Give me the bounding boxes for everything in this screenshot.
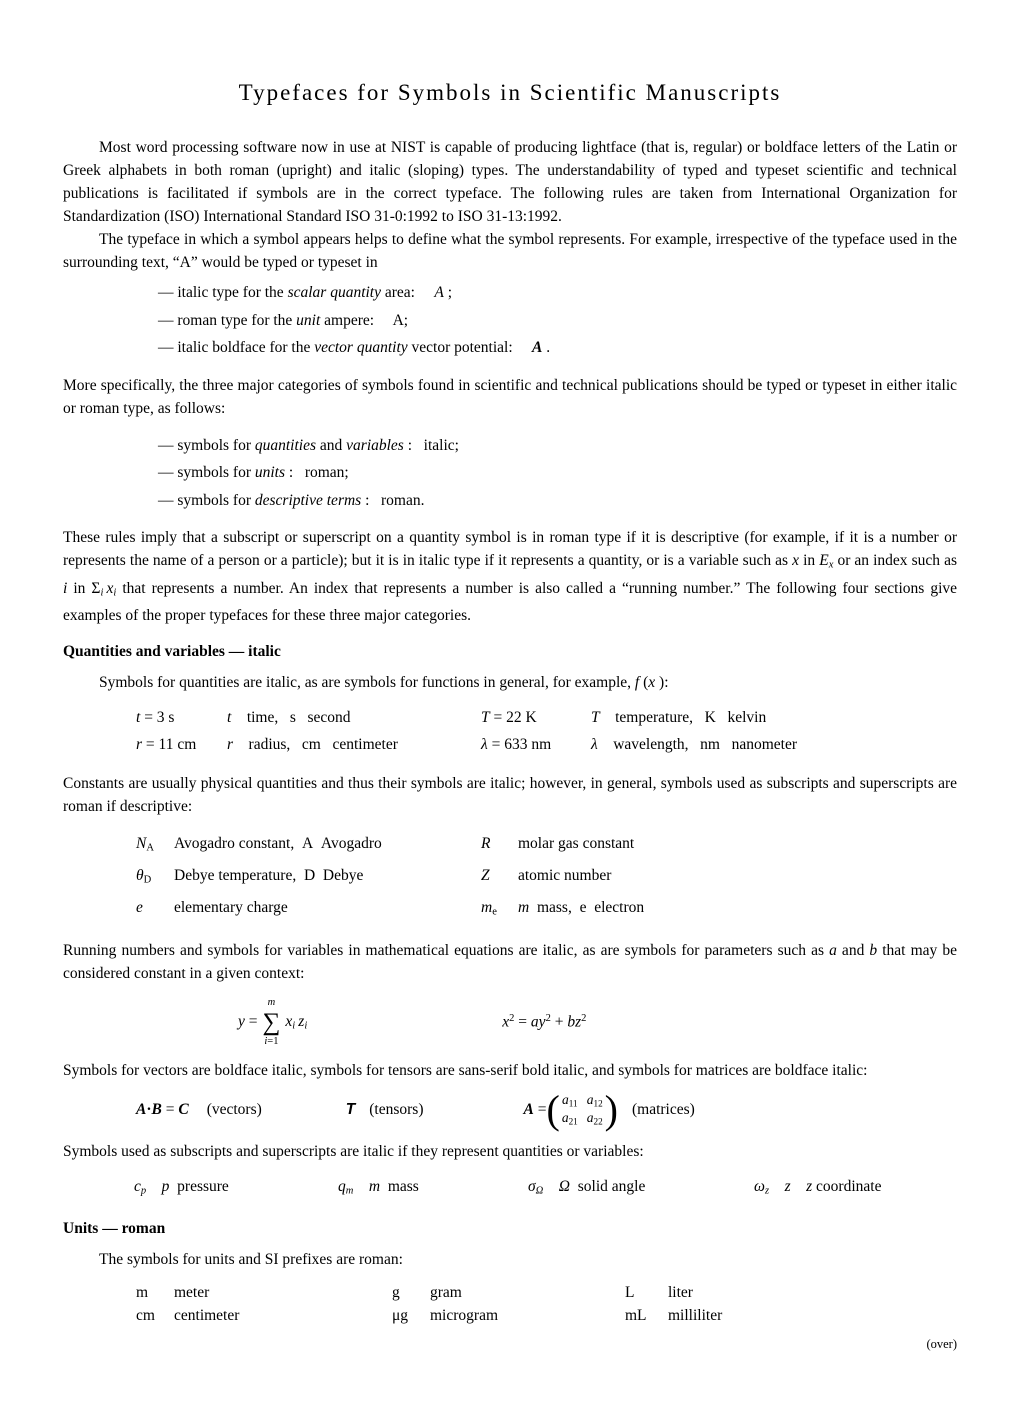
matrices-label: (matrices) [631,1100,695,1118]
constants-examples-table [136,830,957,925]
matrix-entries [562,1092,603,1128]
intro-paragraph-4: These rules imply that a subscript or superscript on a quantity symbol is in roman type if it is descriptive (for example, if it is a number or represents the name of a person or a particle); but it is in italic type if it represents a quantity, or is a variable such as x in Ex or an index such as i in Σi xi that represents a number. An index that represents a number is also called a “running number.” The following four sections give examples of the proper typefaces for these three major categories. [63,529,958,625]
table-cell: R [481,835,491,853]
equation-lhs: y = [238,1013,258,1031]
table-cell: cm [136,1307,155,1325]
matrix-entry: a11 [561,1092,578,1109]
table-cell: microgram [430,1307,499,1325]
symbol-category-list [158,432,957,515]
table-cell: m [136,1284,149,1302]
table-cell: θD [136,866,152,886]
matrix-entry: a21 [561,1109,578,1127]
table-cell: T = 22 K [481,709,537,727]
table-cell: μg [392,1307,409,1325]
quantities-intro-paragraph: Symbols for quantities are italic, as are symbols for functions in general, for example, f (x ): [99,674,669,692]
table-cell: atomic number [518,866,612,884]
over-note: (over) [926,1337,957,1352]
table-cell: L [625,1284,635,1302]
table-cell: t = 3 s [136,709,175,727]
section-heading-units: Units — roman [63,1220,166,1238]
equation-rhs: xi zi [285,1012,308,1032]
units-intro-paragraph: The symbols for units and SI prefixes are roman: [99,1251,403,1269]
sigma-block [263,997,281,1047]
table-cell: mL [625,1307,647,1325]
equations-row [63,997,957,1047]
list-item: — italic type for the scalar quantity area: A ; [158,284,453,301]
subscript-example: ωz z z coordinate [754,1177,882,1197]
table-cell: molar gas constant [518,835,635,853]
polynomial-equation: $x^2 = ay^2 + bz^2$ [502,1013,587,1031]
matrix-entry: a22 [586,1109,603,1127]
table-cell: elementary charge [174,898,288,916]
table-cell: Avogadro constant, A Avogadro [174,835,382,853]
table-cell: λ = 633 nm [481,736,552,754]
vectors-expression: A·B = C [136,1100,189,1118]
running-numbers-paragraph: Running numbers and symbols for variables in mathematical equations are italic, as are symbols for parameters such as a and b that may be considered constant in a given context: [63,942,957,983]
table-cell: gram [430,1284,462,1302]
table-cell: liter [668,1284,693,1302]
table-cell: milliliter [668,1307,723,1325]
sum-lower-limit: i=1 [264,1035,279,1047]
units-examples-table [136,1281,957,1327]
document-title: Typefaces for Symbols in Scientific Manuscripts [238,80,782,105]
subscripts-examples-row [134,1173,957,1205]
intro-paragraph-2: The typeface in which a symbol appears helps to define what the symbol represents. For example, irrespective of the typeface used in the surrounding text, “A” would be typed or typeset in [63,231,957,271]
vectors-label: (vectors) [206,1100,262,1118]
summation-equation [238,997,307,1047]
section-heading-quantities: Quantities and variables — italic [63,643,281,661]
table-cell: Debye temperature, D Debye [174,866,364,884]
subscript-example: cp p pressure [134,1177,229,1197]
subscripts-paragraph: Symbols used as subscripts and superscripts are italic if they represent quantities or variables: [63,1142,644,1160]
matrix-expression [523,1086,618,1132]
constants-paragraph: Constants are usually physical quantities and thus their symbols are italic; however, in general, symbols used as subscripts and superscripts are roman if descriptive: [63,775,957,816]
table-cell: r = 11 cm [136,736,197,754]
left-paren: ( [546,1086,560,1132]
vectors-paragraph: Symbols for vectors are boldface italic, symbols for tensors are sans-serif bold italic, and symbols for matrices are boldface italic: [63,1062,868,1080]
table-cell: e [136,898,143,916]
tensors-label: (tensors) [369,1100,424,1118]
quantities-examples-table [136,704,957,758]
tensor-symbol: T [345,1100,356,1118]
table-cell: g [392,1284,400,1302]
table-cell: r radius, cm centimeter [227,736,398,754]
subscript-example: qm m mass [338,1177,419,1197]
right-paren: ) [604,1086,618,1132]
table-cell: t time, s second [227,709,351,727]
intro-paragraph-1: Most word processing software now in use at NIST is capable of producing lightface (that is, regular) or boldface letters of the Latin or Greek alphabets in both roman (upright) and italic (sloping) types. The understandability of typed and typeset scientific and technical publications is facilitated if symbols are in the correct typeface. The following rules are taken from International Organization for Standardization (ISO) International Standard ISO 31-0:1992 to ISO 31-13:1992. [63,139,957,225]
intro-paragraph-3: More specifically, the three major categories of symbols found in scientific and technical publications should be typed or typeset in either italic or roman type, as follows: [63,376,957,417]
table-cell: me [481,898,497,918]
table-cell: meter [174,1284,210,1302]
table-cell: Z [481,866,490,884]
subscript-example: σΩ Ω solid angle [528,1177,646,1197]
matrix-lhs: A = [523,1100,547,1118]
vectors-tensors-matrices-row [63,1086,957,1132]
sigma-symbol: ∑ [262,1008,281,1036]
table-cell: m mass, e electron [518,898,645,916]
sum-upper-limit: m [267,997,276,1009]
table-cell: λ wavelength, nm nanometer [591,736,798,754]
list-item: — italic boldface for the vector quantity vector potential: A . [158,339,551,356]
table-cell: T temperature, K kelvin [591,709,767,727]
list-item: — symbols for quantities and variables : italic; [158,436,459,454]
table-cell: NA [136,835,154,854]
table-cell: centimeter [174,1307,240,1325]
matrix-entry: a12 [586,1092,603,1109]
typeface-example-list [158,279,957,362]
list-item: — symbols for units : roman; [158,464,349,481]
list-item: — symbols for descriptive terms : roman. [158,491,425,509]
list-item: — roman type for the unit ampere: A; [158,311,409,329]
